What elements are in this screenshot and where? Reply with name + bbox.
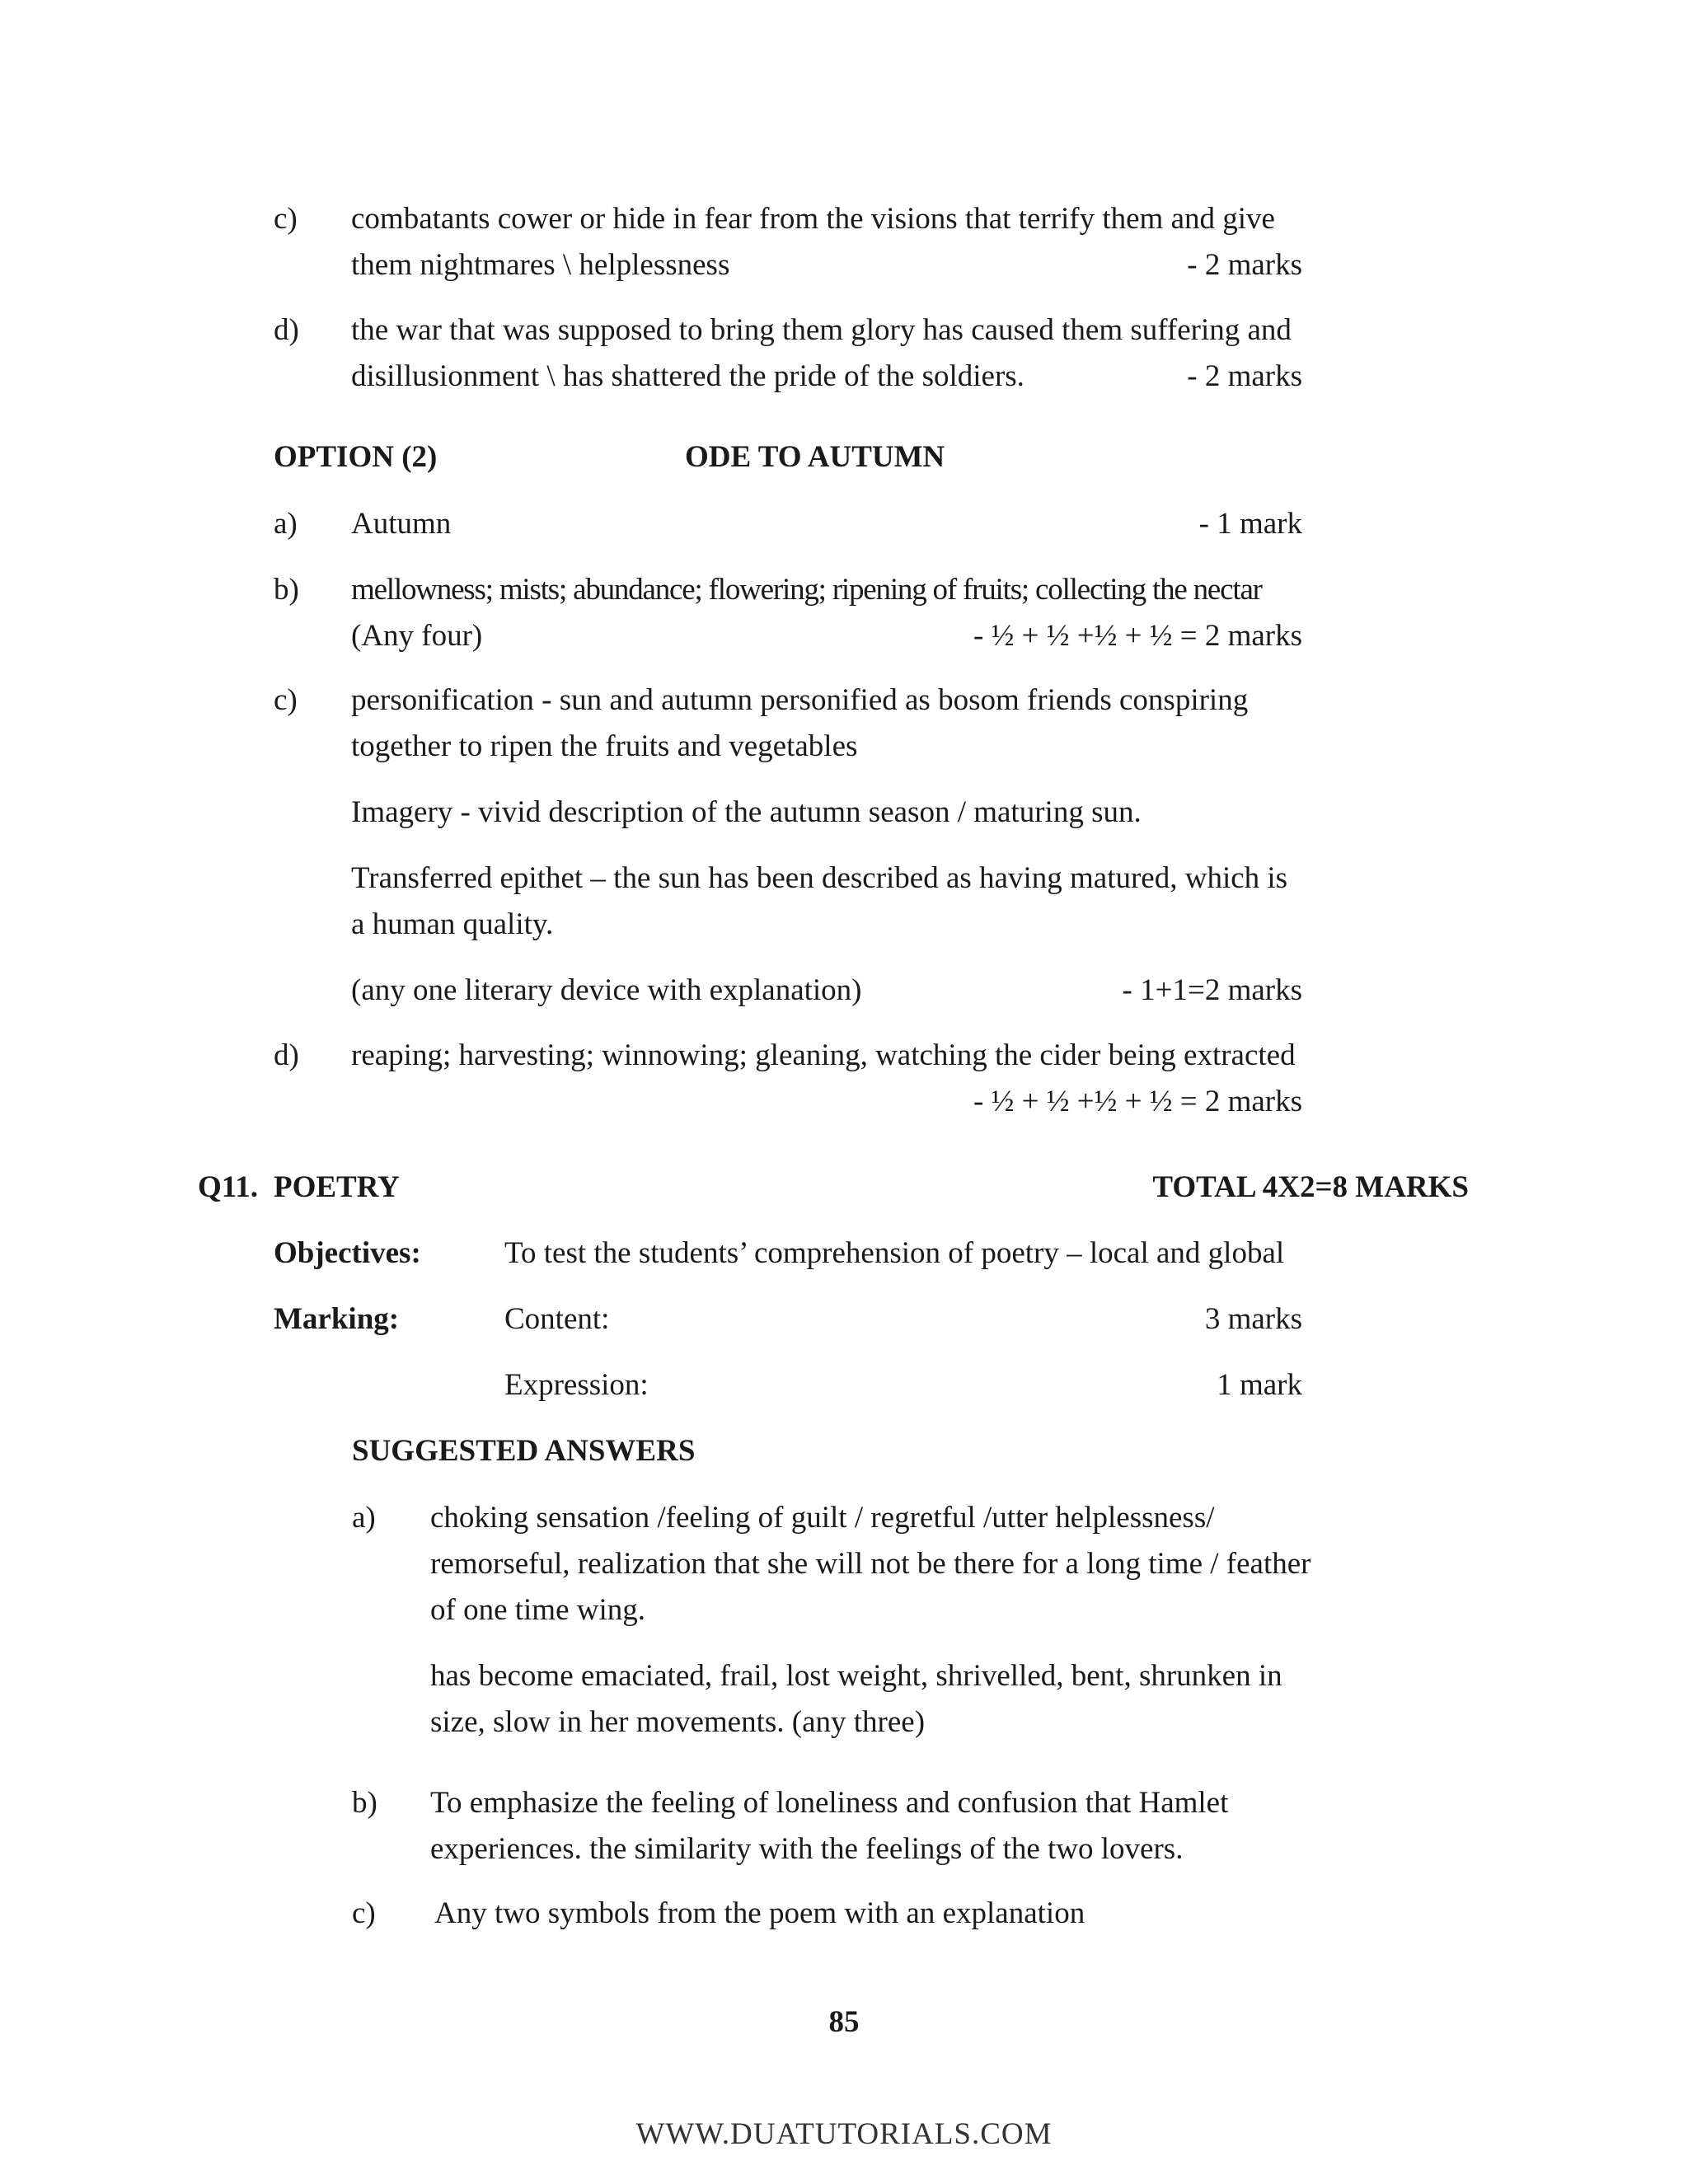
marking-content-row: [504, 1296, 1302, 1343]
item-label: a): [274, 507, 298, 541]
marks: - 2 marks: [1187, 248, 1302, 282]
item-line-with-marks: them nightmares \ helplessness - 2 marks: [351, 242, 1302, 288]
item-line: size, slow in her movements. (any three): [430, 1705, 926, 1739]
item-line-with-marks: (Any four) - ½ + ½ +½ + ½ = 2 marks: [351, 613, 1302, 659]
expression-label: Expression:: [504, 1368, 649, 1402]
item-line: Transferred epithet – the sun has been described as having matured, which is: [351, 861, 1288, 895]
marks: - ½ + ½ +½ + ½ = 2 marks: [973, 1085, 1302, 1118]
expression-marks: 1 mark: [1217, 1368, 1302, 1402]
marks: - 1 mark: [1198, 507, 1302, 541]
item-label: a): [352, 1501, 376, 1535]
suggested-answers-heading: SUGGESTED ANSWERS: [352, 1434, 696, 1468]
footer-url: WWW.DUATUTORIALS.COM: [635, 2117, 1053, 2151]
item-line: Any two symbols from the poem with an explanation: [434, 1896, 1085, 1930]
marks: - 2 marks: [1187, 359, 1302, 393]
marks: - ½ + ½ +½ + ½ = 2 marks: [973, 619, 1302, 653]
item-line: a human quality.: [351, 907, 554, 941]
item-line: remorseful, realization that she will not be there for a long time / feather: [430, 1547, 1311, 1581]
item-line: together to ripen the fruits and vegetables: [351, 729, 858, 763]
option2-item-d: [274, 1033, 1302, 1125]
question-number: Q11.: [198, 1170, 258, 1204]
item-line: has become emaciated, frail, lost weight, shrivelled, bent, shrunken in: [430, 1659, 1282, 1693]
content-marks: 3 marks: [1204, 1302, 1302, 1336]
q11-item-a: [352, 1495, 1311, 1746]
objectives-text: To test the students’ comprehension of poetry – local and global: [504, 1236, 1285, 1270]
item-line-with-marks: (any one literary device with explanation) - 1+1=2 marks: [351, 968, 1302, 1014]
objectives-label: Objectives:: [274, 1236, 421, 1270]
total-marks: TOTAL 4X2=8 MARKS: [1152, 1170, 1469, 1204]
option-heading: OPTION (2): [274, 440, 438, 474]
q11-item-c: [352, 1891, 1302, 1937]
item-line: reaping; harvesting; winnowing; gleaning, watching the cider being extracted: [351, 1038, 1296, 1072]
item-line: Imagery - vivid description of the autumn season / maturing sun.: [351, 795, 1142, 829]
item-line: personification - sun and autumn personified as bosom friends conspiring: [351, 683, 1249, 717]
option2-item-b: [274, 567, 1302, 659]
q10-item-c: [274, 196, 1302, 288]
item-line: combatants cower or hide in fear from the visions that terrify them and give: [351, 202, 1275, 236]
item-line: mellowness; mists; abundance; flowering; ripening of fruits; collecting the nectar: [351, 573, 1262, 607]
item-line-with-marks: disillusionment \ has shattered the pride of the soldiers. - 2 marks: [351, 354, 1302, 400]
marks: - 1+1=2 marks: [1122, 973, 1302, 1007]
item-line: experiences. the similarity with the feelings of the two lovers.: [430, 1832, 1184, 1866]
item-line: To emphasize the feeling of loneliness and confusion that Hamlet: [430, 1786, 1229, 1820]
option2-item-a: [274, 501, 1302, 547]
marking-label: Marking:: [274, 1302, 400, 1336]
question-title: POETRY: [274, 1170, 400, 1204]
item-label: c): [352, 1896, 376, 1930]
item-label: b): [274, 573, 299, 607]
item-label: d): [274, 1038, 299, 1072]
item-line: choking sensation /feeling of guilt / regretful /utter helplessness/: [430, 1501, 1215, 1535]
item-label: c): [274, 683, 298, 717]
content-label: Content:: [504, 1302, 610, 1336]
item-label: b): [352, 1786, 377, 1820]
section-title: ODE TO AUTUMN: [685, 440, 945, 474]
marking-expression-row: [504, 1362, 1302, 1408]
item-line: the war that was supposed to bring them glory has caused them suffering and: [351, 313, 1292, 347]
option2-item-c: [274, 677, 1302, 1014]
item-label: d): [274, 313, 299, 347]
q11-item-b: [352, 1780, 1302, 1872]
q10-item-d: [274, 307, 1302, 400]
item-line: of one time wing.: [430, 1593, 646, 1627]
item-line-with-marks: Autumn - 1 mark: [351, 501, 1302, 547]
item-label: c): [274, 202, 298, 236]
page-number: 85: [828, 2005, 860, 2039]
